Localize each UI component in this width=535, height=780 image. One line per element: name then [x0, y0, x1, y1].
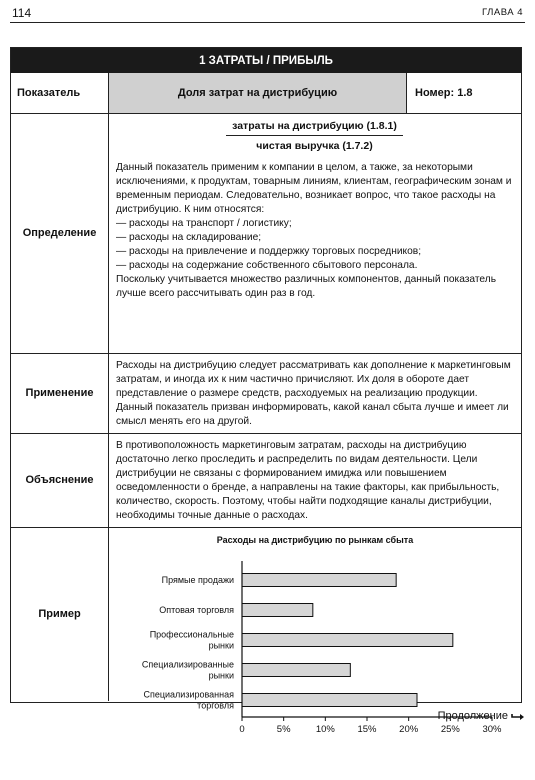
category-label: Специализированные рынки [141, 659, 234, 681]
category-label: Прямые продажи [161, 575, 234, 585]
explanation-label: Объяснение [11, 433, 109, 527]
chart-title: Расходы на дистрибуцию по рынкам сбыта [216, 535, 414, 545]
page-header [10, 4, 525, 23]
definition-content [109, 113, 521, 353]
chart-bar [242, 694, 417, 707]
indicator-label: Показатель [11, 73, 109, 113]
category-label: Оптовая торговля [159, 605, 234, 615]
x-tick-label: 0 [239, 724, 245, 735]
continued-label: Продолжение [437, 710, 508, 722]
page-number: 114 [12, 6, 32, 20]
definition-closing: Поскольку учитывается множество различных компонентов, данный показатель лучше всего рассчитывать один раз в год. [116, 274, 497, 299]
application-content [109, 353, 521, 433]
application-label: Применение [11, 353, 109, 433]
formula-denominator: чистая выручка (1.7.2) [256, 140, 373, 152]
explanation-text: В противоположность маркетинговым затратам, расходы на дистрибуцию достаточно легко проследить и распределить по видам деятельности. Цели дистрибуции не связаны с формированием имиджа или повышением осведомленности о бренде, а направлены на такие факторы, как прибыльность, количество, скорость. Поэтому, чтобы найти подходящие каналы дистрибуции, необходимы точные данные о расходах. [116, 440, 500, 521]
formula-numerator: затраты на дистрибуцию (1.8.1) [226, 119, 403, 136]
definition-body [116, 161, 513, 301]
definition-label: Определение [11, 113, 109, 353]
chart-bar [242, 574, 396, 587]
continued-footer [438, 710, 525, 722]
table-title: 1 ЗАТРАТЫ / ПРИБЫЛЬ [11, 48, 521, 73]
x-tick-label: 30% [482, 724, 502, 735]
application-text: Расходы на дистрибуцию следует рассматривать как дополнение к маркетинговым затратам, и иногда их к ним частично причисляют. Их доля в обороте дает представление о размере средств, расходуемых на реализацию продукции. Данный показатель призван информировать, какой канал сбыта лучше и имеет ли смысл менять его на другой. [116, 360, 511, 427]
x-tick-label: 5% [276, 724, 291, 735]
list-item: — расходы на транспорт / логистику; [116, 218, 292, 229]
chart-bar [242, 664, 350, 677]
cost-list [116, 217, 513, 273]
list-item: — расходы на привлечение и поддержку торговых посредников; [116, 246, 422, 257]
chapter-label: ГЛАВА 4 [482, 7, 523, 18]
chart-bar [242, 604, 313, 617]
x-tick-label: 10% [315, 724, 335, 735]
x-tick-label: 20% [399, 724, 419, 735]
indicator-number: Номер: 1.8 [415, 87, 473, 99]
explanation-content [109, 433, 521, 527]
chart-bar [242, 634, 453, 647]
category-label: Специализированная торговля [143, 689, 234, 711]
list-item: — расходы на складирование; [116, 232, 262, 243]
list-item: — расходы на содержание собственного сбытового персонала. [116, 260, 418, 271]
indicator-name: Доля затрат на дистрибуцию [109, 73, 407, 113]
category-label: Профессиональные рынки [149, 629, 234, 651]
x-tick-label: 25% [440, 724, 460, 735]
x-tick-label: 15% [357, 724, 377, 735]
example-label: Пример [11, 527, 109, 701]
definition-intro: Данный показатель применим к компании в целом, а также, за некоторыми исключениями, к продуктам, товарным линиям, клиентам, географическим зонам и временным периодам. Следовательно, возникает вопрос, что такое расходы на дистрибуцию. К ним относятся: [116, 162, 512, 215]
formula [116, 119, 513, 153]
arrow-right-icon [511, 711, 525, 721]
